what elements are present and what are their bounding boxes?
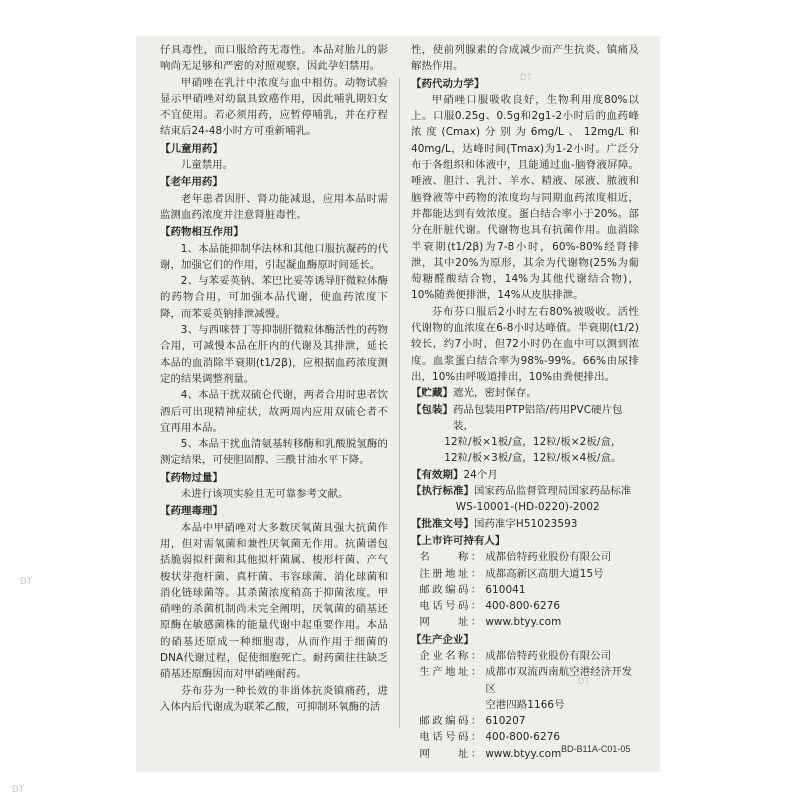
section-heading: 【药理毒理】 [160,505,223,518]
holder-value: 成都高新区高朋大道15号 [485,567,604,580]
holder-row [419,614,639,630]
manufacturer-label: 邮政编码： [419,715,482,728]
package-heading: 【包装】 [411,403,453,416]
holder-row [419,566,639,582]
manufacturer-value: 610207 [485,715,526,728]
validity-section [411,467,639,483]
storage-section [411,385,639,401]
manufacturer-label: 电话号码： [419,731,482,744]
holder-heading: 【上市许可持有人】 [411,534,506,547]
validity-heading: 【有效期】 [411,468,464,481]
right-column [411,42,639,762]
body-paragraph: 甲硝唑口服吸收良好，生物利用度80%以上。口服0.25g、0.5g和2g1-2小时后的血药峰浓度(Cmax)分别为6mg/L、12mg/L和40mg/L，达峰时间(Tmax)为1-2小时。广泛分布于各组织和体液中，且能通过血-脑脊液屏障。唾液、胆汁、乳汁、羊水、精液、尿液、脓液和脑脊液等中药物的浓度均与同期血药浓度相近，并都能达到有效浓度。蛋白结合率小于20%。部分在肝脏代谢。代谢物也具有抗菌作用。血消除半衰期(t1/2β)为7-8小时，60%-80%经肾排泄，其中20%为原形，其余为代谢物(25%为葡萄糖醛酸结合物，14%为其他代谢结合物)，10%随粪便排泄，14%从皮肤排泄。 [411,93,639,302]
manufacturer-value: 400-800-6276 [485,731,561,744]
standard-code: WS-10001-(HD-0220)-2002 [455,501,600,514]
section-heading: 【药代动力学】 [411,77,485,90]
manufacturer-heading: 【生产企业】 [411,633,474,646]
holder-info [411,549,639,630]
manufacturer-value-continued: 空港四路1166号 [485,698,565,711]
body-paragraph: 5、本品干扰血清氨基转移酶和乳酸脱氢酶的测定结果，可使胆固醇、三酰甘油水平下降。 [160,438,388,467]
standard-value: 国家药品监督管理局国家药品标准 [473,485,632,498]
body-paragraph: 性，使前列腺素的合成减少而产生抗炎、镇痛及解热作用。 [411,44,639,73]
package-value: 药品包装用PTP铝箔/药用PVC硬片包装， [452,403,623,432]
section-heading: 【药物相互作用】 [160,226,244,239]
manufacturer-row [419,713,639,729]
body-paragraph: 4、本品干扰双硫仑代谢，两者合用时患者饮酒后可出现精神症状，故两周内应用双硫仑者不宜再用本品。 [160,389,388,434]
manufacturer-label: 企业名称： [419,649,482,662]
watermark: DT [12,784,24,794]
holder-value: 610041 [485,583,526,596]
manufacturer-value: www.btyy.com [485,747,562,760]
holder-row [419,582,639,598]
column-divider [399,78,400,728]
validity-value: 24个月 [463,468,498,481]
body-paragraph: 本品中甲硝唑对大多数厌氧菌具强大抗菌作用，但对需氧菌和兼性厌氧菌无作用。抗菌谱包括脆弱拟杆菌和其他拟杆菌属、梭形杆菌、产气梭状芽孢杆菌、真杆菌、韦容球菌、消化球菌和消化链球菌等。其杀菌浓度稍高于抑菌浓度。甲硝唑的杀菌机制尚未完全阐明，厌氧菌的硝基还原酶在敏感菌株的能量代谢中起重要作用。本品的硝基还原成一种细胞毒，从而作用于细菌的DNA代谢过程，促使细胞死亡。耐药菌往往缺乏硝基还原酶因而对甲硝唑耐药。 [160,521,388,681]
section-heading: 【儿童用药】 [160,142,223,155]
manufacturer-label: 网 址： [419,747,482,760]
left-column [160,42,388,715]
body-paragraph: 芬布芬为一种长效的非甾体抗炎镇痛药，进入体内后代谢成为联苯乙酸，可抑制环氧酶的活 [160,684,388,713]
holder-value: 成都倍特药业股份有限公司 [485,551,612,564]
body-paragraph: 甲硝唑在乳汁中浓度与血中相仿。动物试验显示甲硝唑对幼鼠具致癌作用，因此哺乳期妇女不宜使用。若必须用药，应暂停哺乳，并在疗程结束后24-48小时方可重新哺乳。 [160,76,388,138]
storage-heading: 【贮藏】 [411,387,453,400]
manufacturer-row [419,648,639,664]
body-paragraph: 仔具毒性，而口服给药无毒性。本品对胎儿的影响尚无足够和严密的对照观察，因此孕妇禁用。 [160,44,388,73]
holder-row [419,598,639,614]
holder-label: 电话号码： [419,600,482,613]
package-section [411,402,639,435]
section-heading: 【药物过量】 [160,471,223,484]
holder-label: 网 址： [419,616,482,629]
approval-value: 国药准字H51023593 [473,517,578,530]
holder-row [419,549,639,565]
approval-heading: 【批准文号】 [411,517,474,530]
holder-label: 名 称： [419,551,482,564]
document-code: BD-B11A-C01-05 [561,744,631,754]
watermark: DT [520,72,532,82]
watermark: DT [20,576,32,586]
body-paragraph: 儿童禁用。 [180,159,234,172]
watermark: DT [578,676,590,686]
body-paragraph: 1、本品能抑制华法林和其他口服抗凝药的代谢，加强它们的作用，引起凝血酶原时间延长。 [160,242,388,271]
body-paragraph: 3、与西咪替丁等抑制肝微粒体酶活性的药物合用，可减慢本品在肝内的代谢及其排泄，延长本品的血消除半衰期(t1/2β)，应根据血药浓度测定的结果调整剂量。 [160,324,388,385]
manufacturer-row [419,664,639,697]
body-paragraph: 芬布芬口服后2小时左右80%被吸收。活性代谢物的血浓度在6-8小时达峰值。半衰期(t1/2)较长，约7小时，但72小时仍在血中可以测到浓度。血浆蛋白结合率为98%-99%。66%由尿排出，10%由呼吸道排出，10%由粪便排出。 [411,305,639,383]
holder-value: 400-800-6276 [485,600,561,613]
storage-value: 遮光，密封保存。 [452,387,537,400]
manufacturer-label: 生产地址： [419,666,482,679]
holder-label: 邮政编码： [419,583,482,596]
body-paragraph: 2、与苯妥英钠、苯巴比妥等诱导肝微粒体酶的药物合用，可加强本品代谢，使血药浓度下降，而苯妥英钠排泄减慢。 [160,275,388,320]
holder-value: www.btyy.com [485,616,562,629]
manufacturer-value: 成都市双流西南航空港经济开发区 [485,666,633,695]
package-line-1: 12粒/板×1板/盒，12粒/板×2板/盒， [444,436,622,449]
package-line-2: 12粒/板×3板/盒，12粒/板×4板/盒。 [444,452,622,465]
standard-section [411,483,639,499]
body-paragraph: 老年患者因肝、肾功能减退，应用本品时需监测血药浓度并注意肾脏毒性。 [160,192,388,221]
body-paragraph: 未进行该项实验且无可靠参考文献。 [180,488,349,501]
section-heading: 【老年用药】 [160,176,223,189]
approval-section [411,516,639,532]
manufacturer-value: 成都倍特药业股份有限公司 [485,649,612,662]
holder-label: 注册地址： [419,567,482,580]
standard-heading: 【执行标准】 [411,485,474,498]
